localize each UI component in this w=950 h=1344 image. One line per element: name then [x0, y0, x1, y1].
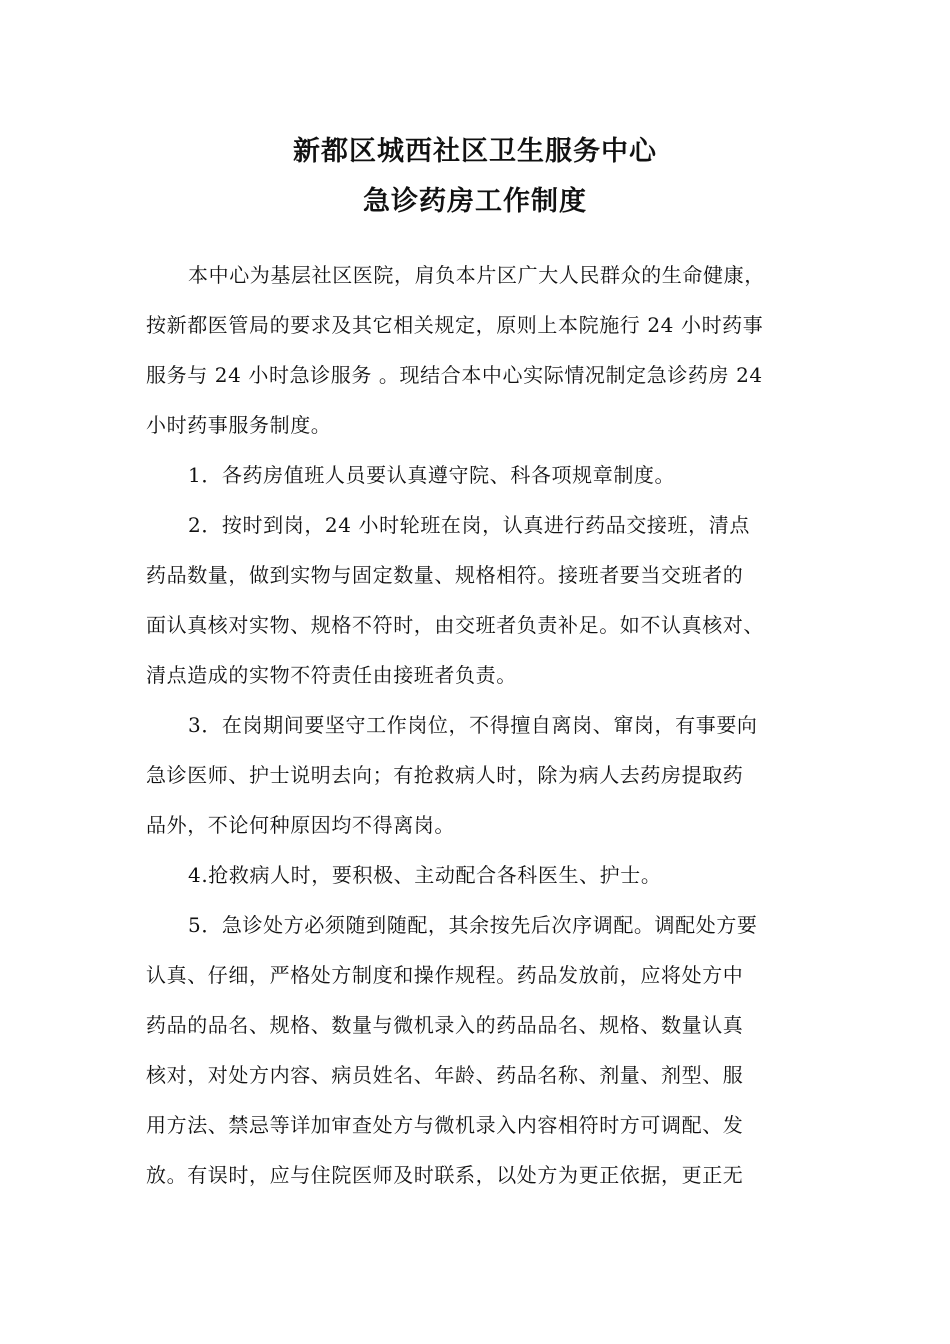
- rule-5-line-2: 认真、仔细，严格处方制度和操作规程。药品发放前，应将处方中: [146, 963, 744, 987]
- rule-2-line-4: 清点造成的实物不符责任由接班者负责。: [146, 663, 517, 687]
- rule-2-line-3: 面认真核对实物、规格不符时，由交班者负责补足。如不认真核对、: [146, 613, 764, 637]
- paragraph-intro-line-4: 小时药事服务制度。: [146, 413, 332, 437]
- rule-5-line-3: 药品的品名、规格、数量与微机录入的药品品名、规格、数量认真: [146, 1013, 744, 1037]
- paragraph-intro-line-1: 本中心为基层社区医院，肩负本片区广大人民群众的生命健康，: [188, 263, 765, 287]
- rule-1-line-1: 1．各药房值班人员要认真遵守院、科各项规章制度。: [188, 463, 676, 487]
- document-title: 新都区城西社区卫生服务中心: [293, 136, 657, 167]
- rule-5-line-4: 核对，对处方内容、病员姓名、年龄、药品名称、剂量、剂型、服: [146, 1063, 744, 1087]
- rule-5-line-6: 放。有误时，应与住院医师及时联系，以处方为更正依据，更正无: [146, 1163, 744, 1187]
- rule-3-line-3: 品外，不论何种原因均不得离岗。: [146, 813, 455, 837]
- rule-5-line-5: 用方法、禁忌等详加审查处方与微机录入内容相符时方可调配、发: [146, 1113, 744, 1137]
- document-subtitle: 急诊药房工作制度: [363, 186, 587, 217]
- rule-3-line-2: 急诊医师、护士说明去向；有抢救病人时，除为病人去药房提取药: [146, 763, 744, 787]
- rule-3-line-1: 3．在岗期间要坚守工作岗位，不得擅自离岗、窜岗，有事要向: [188, 713, 758, 737]
- paragraph-intro-line-3: 服务与 24 小时急诊服务 。现结合本中心实际情况制定急诊药房 24: [146, 363, 763, 387]
- rule-5-line-1: 5．急诊处方必须随到随配，其余按先后次序调配。调配处方要: [188, 913, 758, 937]
- paragraph-intro-line-2: 按新都医管局的要求及其它相关规定，原则上本院施行 24 小时药事: [146, 313, 764, 337]
- rule-2-line-2: 药品数量，做到实物与固定数量、规格相符。接班者要当交班者的: [146, 563, 744, 587]
- rule-2-line-1: 2．按时到岗，24 小时轮班在岗，认真进行药品交接班，清点: [188, 513, 750, 537]
- rule-4-line-1: 4.抢救病人时，要积极、主动配合各科医生、护士。: [188, 863, 662, 887]
